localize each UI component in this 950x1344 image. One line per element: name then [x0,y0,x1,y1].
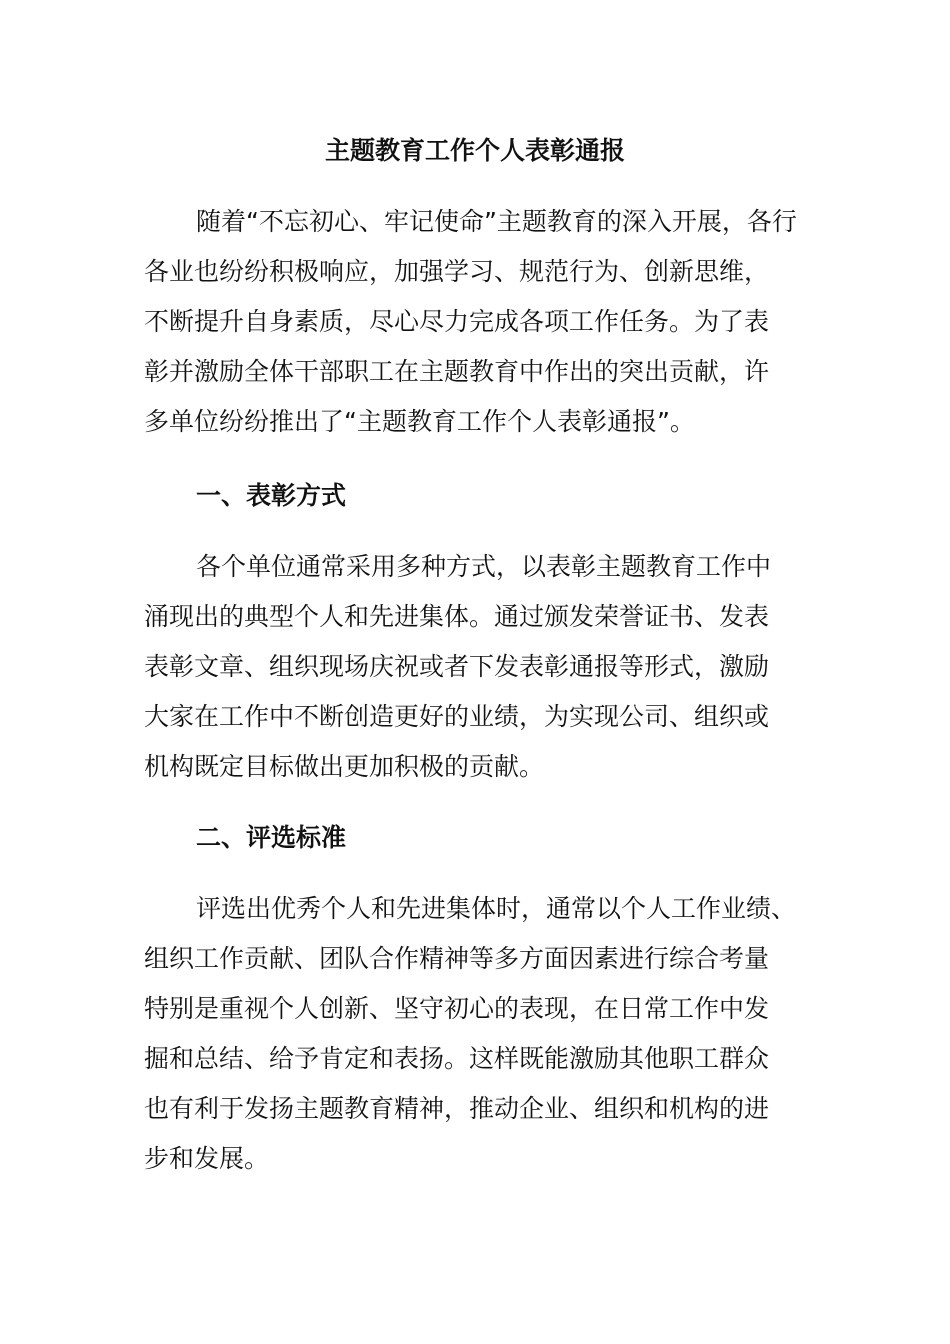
paragraph-line: 评选出优秀个人和先进集体时，通常以个人工作业绩、 [196,894,797,923]
paragraph-line: 掘和总结、给予肯定和表扬。这样既能激励其他职工群众 [144,1044,770,1073]
section-heading-commendation-method: 一、表彰方式 [196,481,347,510]
paragraph-line: 彰并激励全体干部职工在主题教育中作出的突出贡献，许 [144,357,770,386]
paragraph-line: 大家在工作中不断创造更好的业绩，为实现公司、组织或 [144,702,770,731]
paragraph-line: 特别是重视个人创新、坚守初心的表现，在日常工作中发 [144,994,770,1023]
paragraph-line: 也有利于发扬主题教育精神，推动企业、组织和机构的进 [144,1094,770,1123]
section1-paragraph [144,542,814,792]
paragraph-line: 组织工作贡献、团队合作精神等多方面因素进行综合考量 [144,944,770,973]
paragraph-line: 不断提升自身素质，尽心尽力完成各项工作任务。为了表 [144,307,770,336]
paragraph-line: 表彰文章、组织现场庆祝或者下发表彰通报等形式，激励 [144,652,770,681]
intro-paragraph [144,197,814,447]
paragraph-line: 步和发展。 [144,1144,270,1173]
paragraph-line: 各个单位通常采用多种方式，以表彰主题教育工作中 [196,552,772,581]
paragraph-line: 各业也纷纷积极响应，加强学习、规范行为、创新思维， [144,257,770,286]
paragraph-line: 随着“不忘初心、牢记使命”主题教育的深入开展，各行 [196,207,797,236]
paragraph-line: 多单位纷纷推出了“主题教育工作个人表彰通报”。 [144,407,695,436]
document-title: 主题教育工作个人表彰通报 [324,136,625,165]
paragraph-line: 涌现出的典型个人和先进集体。通过颁发荣誉证书、发表 [144,602,770,631]
section2-paragraph [144,884,814,1184]
paragraph-line: 机构既定目标做出更加积极的贡献。 [144,752,545,781]
section-heading-selection-criteria: 二、评选标准 [196,823,347,852]
